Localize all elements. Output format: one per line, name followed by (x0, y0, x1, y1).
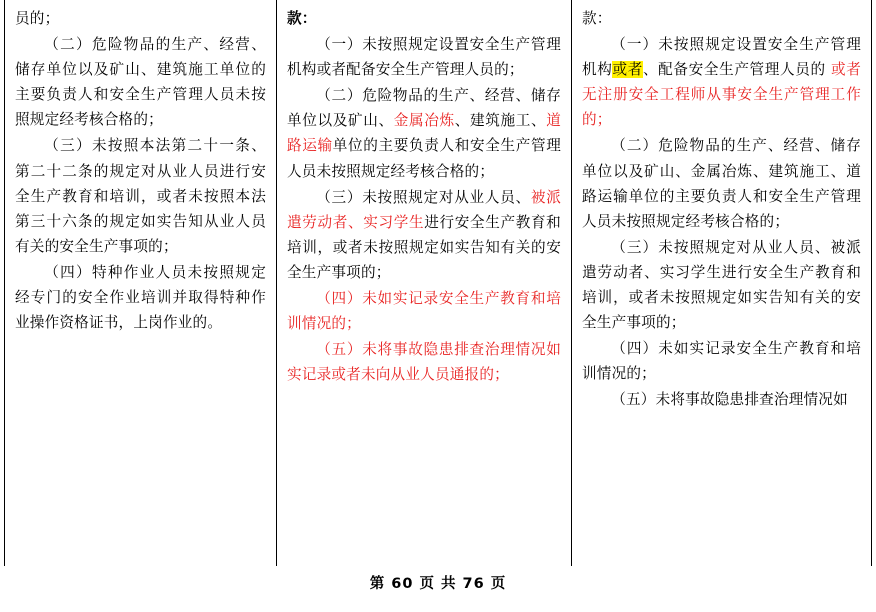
table-column-left (4, 0, 277, 566)
text-run: （二）危险物品的生产、经营、储存单位以及矿山、金属冶炼、建筑施工、道路运输单位的主要负责人和安全生产管理人员未按照规定经考核合格的； (582, 137, 861, 230)
text-run: （四）未如实记录安全生产教育和培训情况的； (582, 340, 861, 383)
paragraph (582, 336, 861, 386)
paragraph (582, 6, 861, 31)
text-run: （五）未将事故隐患排查治理情况如实记录或者未向从业人员通报的； (287, 341, 561, 384)
paragraph (287, 337, 561, 387)
paragraph (15, 133, 266, 258)
text-run: 或者无注册安全工程师从事安全生产管理工作的； (582, 61, 861, 129)
text-run: （三）未按照本法第二十一条、第二十二条的规定对从业人员进行安全生产教育和培训，或者未按照本法第三十六条的规定如实告知从业人员有关的安全生产事项的； (15, 137, 266, 255)
text-run: 款： (582, 10, 612, 27)
paragraph (582, 387, 861, 412)
text-run: 或者 (612, 61, 643, 79)
text-run: 进行安全生产教育和培训，或者未按照规定如实告知有关的安全生产事项的； (287, 213, 561, 281)
text-run: （三）未按照规定对从业人员、 (316, 188, 531, 206)
paragraph (15, 6, 266, 31)
text-run: （二）危险物品的生产、经营、储存单位以及矿山、建筑施工单位的主要负责人和安全生产管理人员未按照规定经考核合格的； (15, 36, 266, 129)
text-run: （四）未如实记录安全生产教育和培训情况的； (287, 290, 561, 333)
table-column-right (572, 0, 872, 566)
comparison-table (4, 0, 872, 566)
text-run: 道路运输 (287, 112, 561, 155)
text-run: （五）未将事故隐患排查治理情况如 (611, 391, 848, 409)
paragraph (287, 185, 561, 285)
text-run: （四）特种作业人员未按照规定经专门的安全作业培训并取得特种作业操作资格证书，上岗作业的。 (15, 263, 266, 332)
text-run: 款： (287, 10, 317, 27)
table-column-middle (277, 0, 572, 566)
paragraph (287, 83, 561, 183)
text-run: 员的； (15, 10, 60, 27)
paragraph (15, 32, 266, 132)
paragraph (582, 235, 861, 335)
text-run: 、建筑施工、 (454, 112, 547, 130)
text-run: 、配备安全生产管理人员的 (642, 61, 831, 79)
page-footer: 第 60 页 共 76 页 (369, 576, 507, 592)
text-run: （三）未按照规定对从业人员、被派遣劳动者、实习学生进行安全生产教育和培训，或者未按照规定如实告知有关的安全生产事项的； (582, 238, 861, 332)
text-run: （一）未按照规定设置安全生产管理机构或者配备安全生产管理人员的； (287, 36, 561, 79)
text-run: （二）危险物品的生产、经营、储存单位以及矿山、 (287, 87, 561, 130)
text-run: 被派遣劳动者、实习学生 (287, 188, 561, 231)
text-run: 金属冶炼 (393, 112, 455, 130)
paragraph (15, 260, 266, 335)
paragraph (287, 286, 561, 336)
paragraph (287, 32, 561, 82)
paragraph (582, 32, 861, 132)
paragraph (287, 6, 561, 31)
text-run: （一）未按照规定设置安全生产管理机构 (582, 36, 861, 79)
text-run: 单位的主要负责人和安全生产管理人员未按照规定经考核合格的； (287, 137, 561, 180)
paragraph (582, 133, 861, 233)
